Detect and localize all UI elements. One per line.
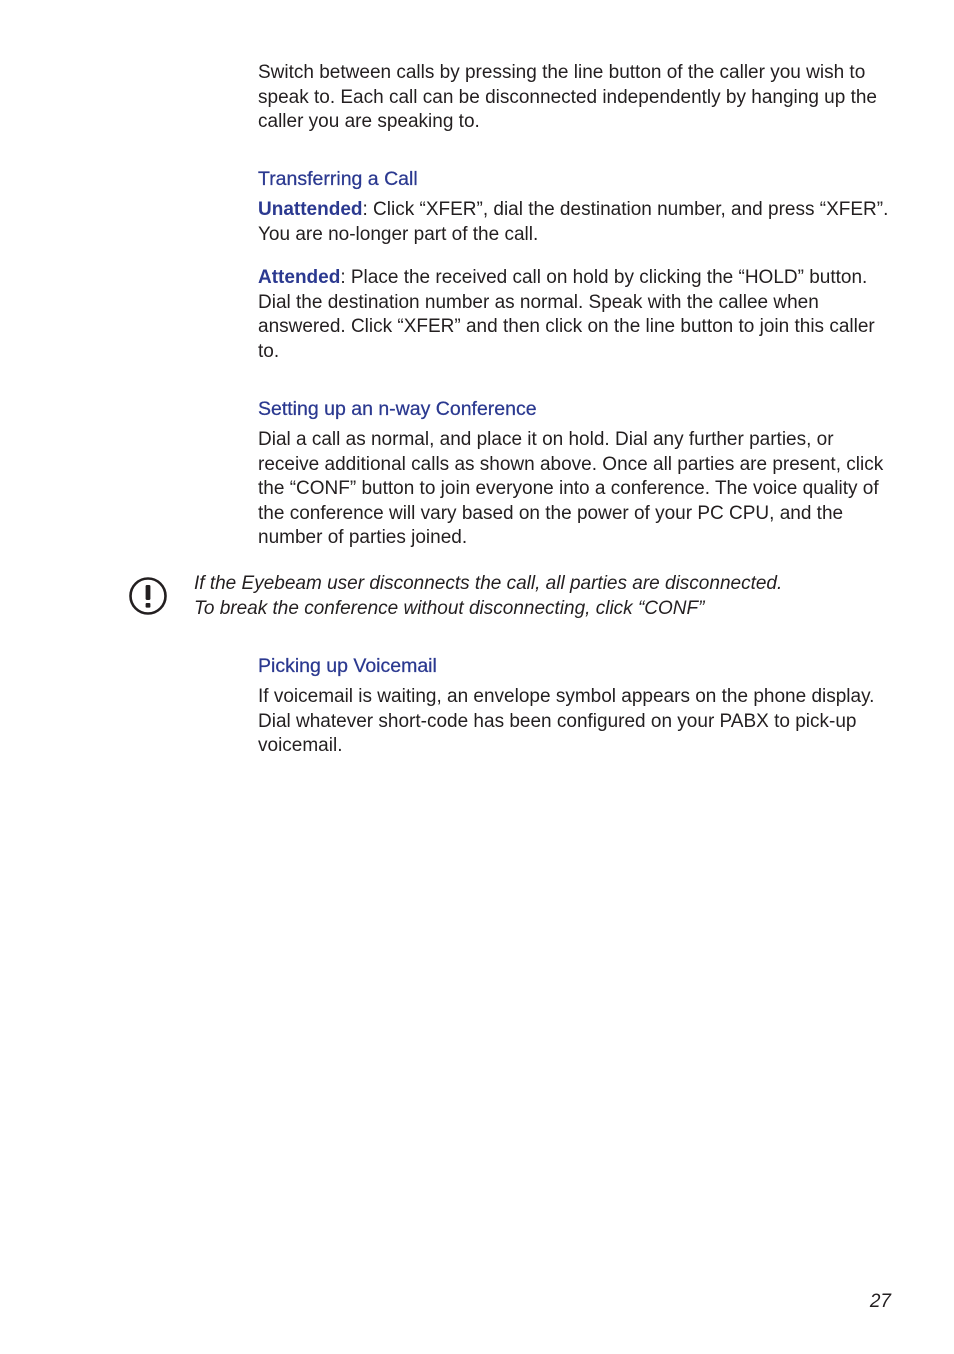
voicemail-paragraph: If voicemail is waiting, an envelope symbol appears on the phone display. Dial whatever short-code has been configured on your PABX to pick-up voicemail. [258, 686, 875, 757]
attended-term: Attended [258, 267, 341, 288]
intro-paragraph: Switch between calls by pressing the line button of the caller you wish to speak to. Each call can be disconnected independently by hanging up the caller you are speaking to. [258, 62, 878, 133]
heading-n-way-conference: Setting up an n-way Conference [258, 398, 537, 420]
heading-transferring-a-call: Transferring a Call [258, 168, 418, 190]
note-text [194, 571, 894, 621]
unattended-text: : Click “XFER”, dial the destination number, and press “XFER”. You are no-longer part of the call. [258, 199, 889, 245]
unattended-paragraph [258, 198, 898, 247]
exclamation-circle-icon [128, 576, 168, 616]
attended-paragraph [258, 266, 898, 364]
heading-picking-up-voicemail: Picking up Voicemail [258, 655, 437, 677]
conference-paragraph: Dial a call as normal, and place it on hold. Dial any further parties, or receive additional calls as shown above. Once all parties are present, click the “CONF” button to join everyone into a conference. The voice quality of the conference will vary based on the power of your PC CPU, and the number of parties joined. [258, 429, 884, 549]
note-line-1: If the Eyebeam user disconnects the call, all parties are disconnected. [194, 573, 783, 594]
unattended-term: Unattended [258, 199, 363, 220]
page-number: 27 [869, 1291, 891, 1312]
attended-text: : Place the received call on hold by clicking the “HOLD” button. Dial the destination number as normal. Speak with the callee when answered. Click “XFER” and then click on the line button to join this caller to. [258, 267, 875, 362]
note-line-2: To break the conference without disconnecting, click “CONF” [194, 598, 705, 619]
